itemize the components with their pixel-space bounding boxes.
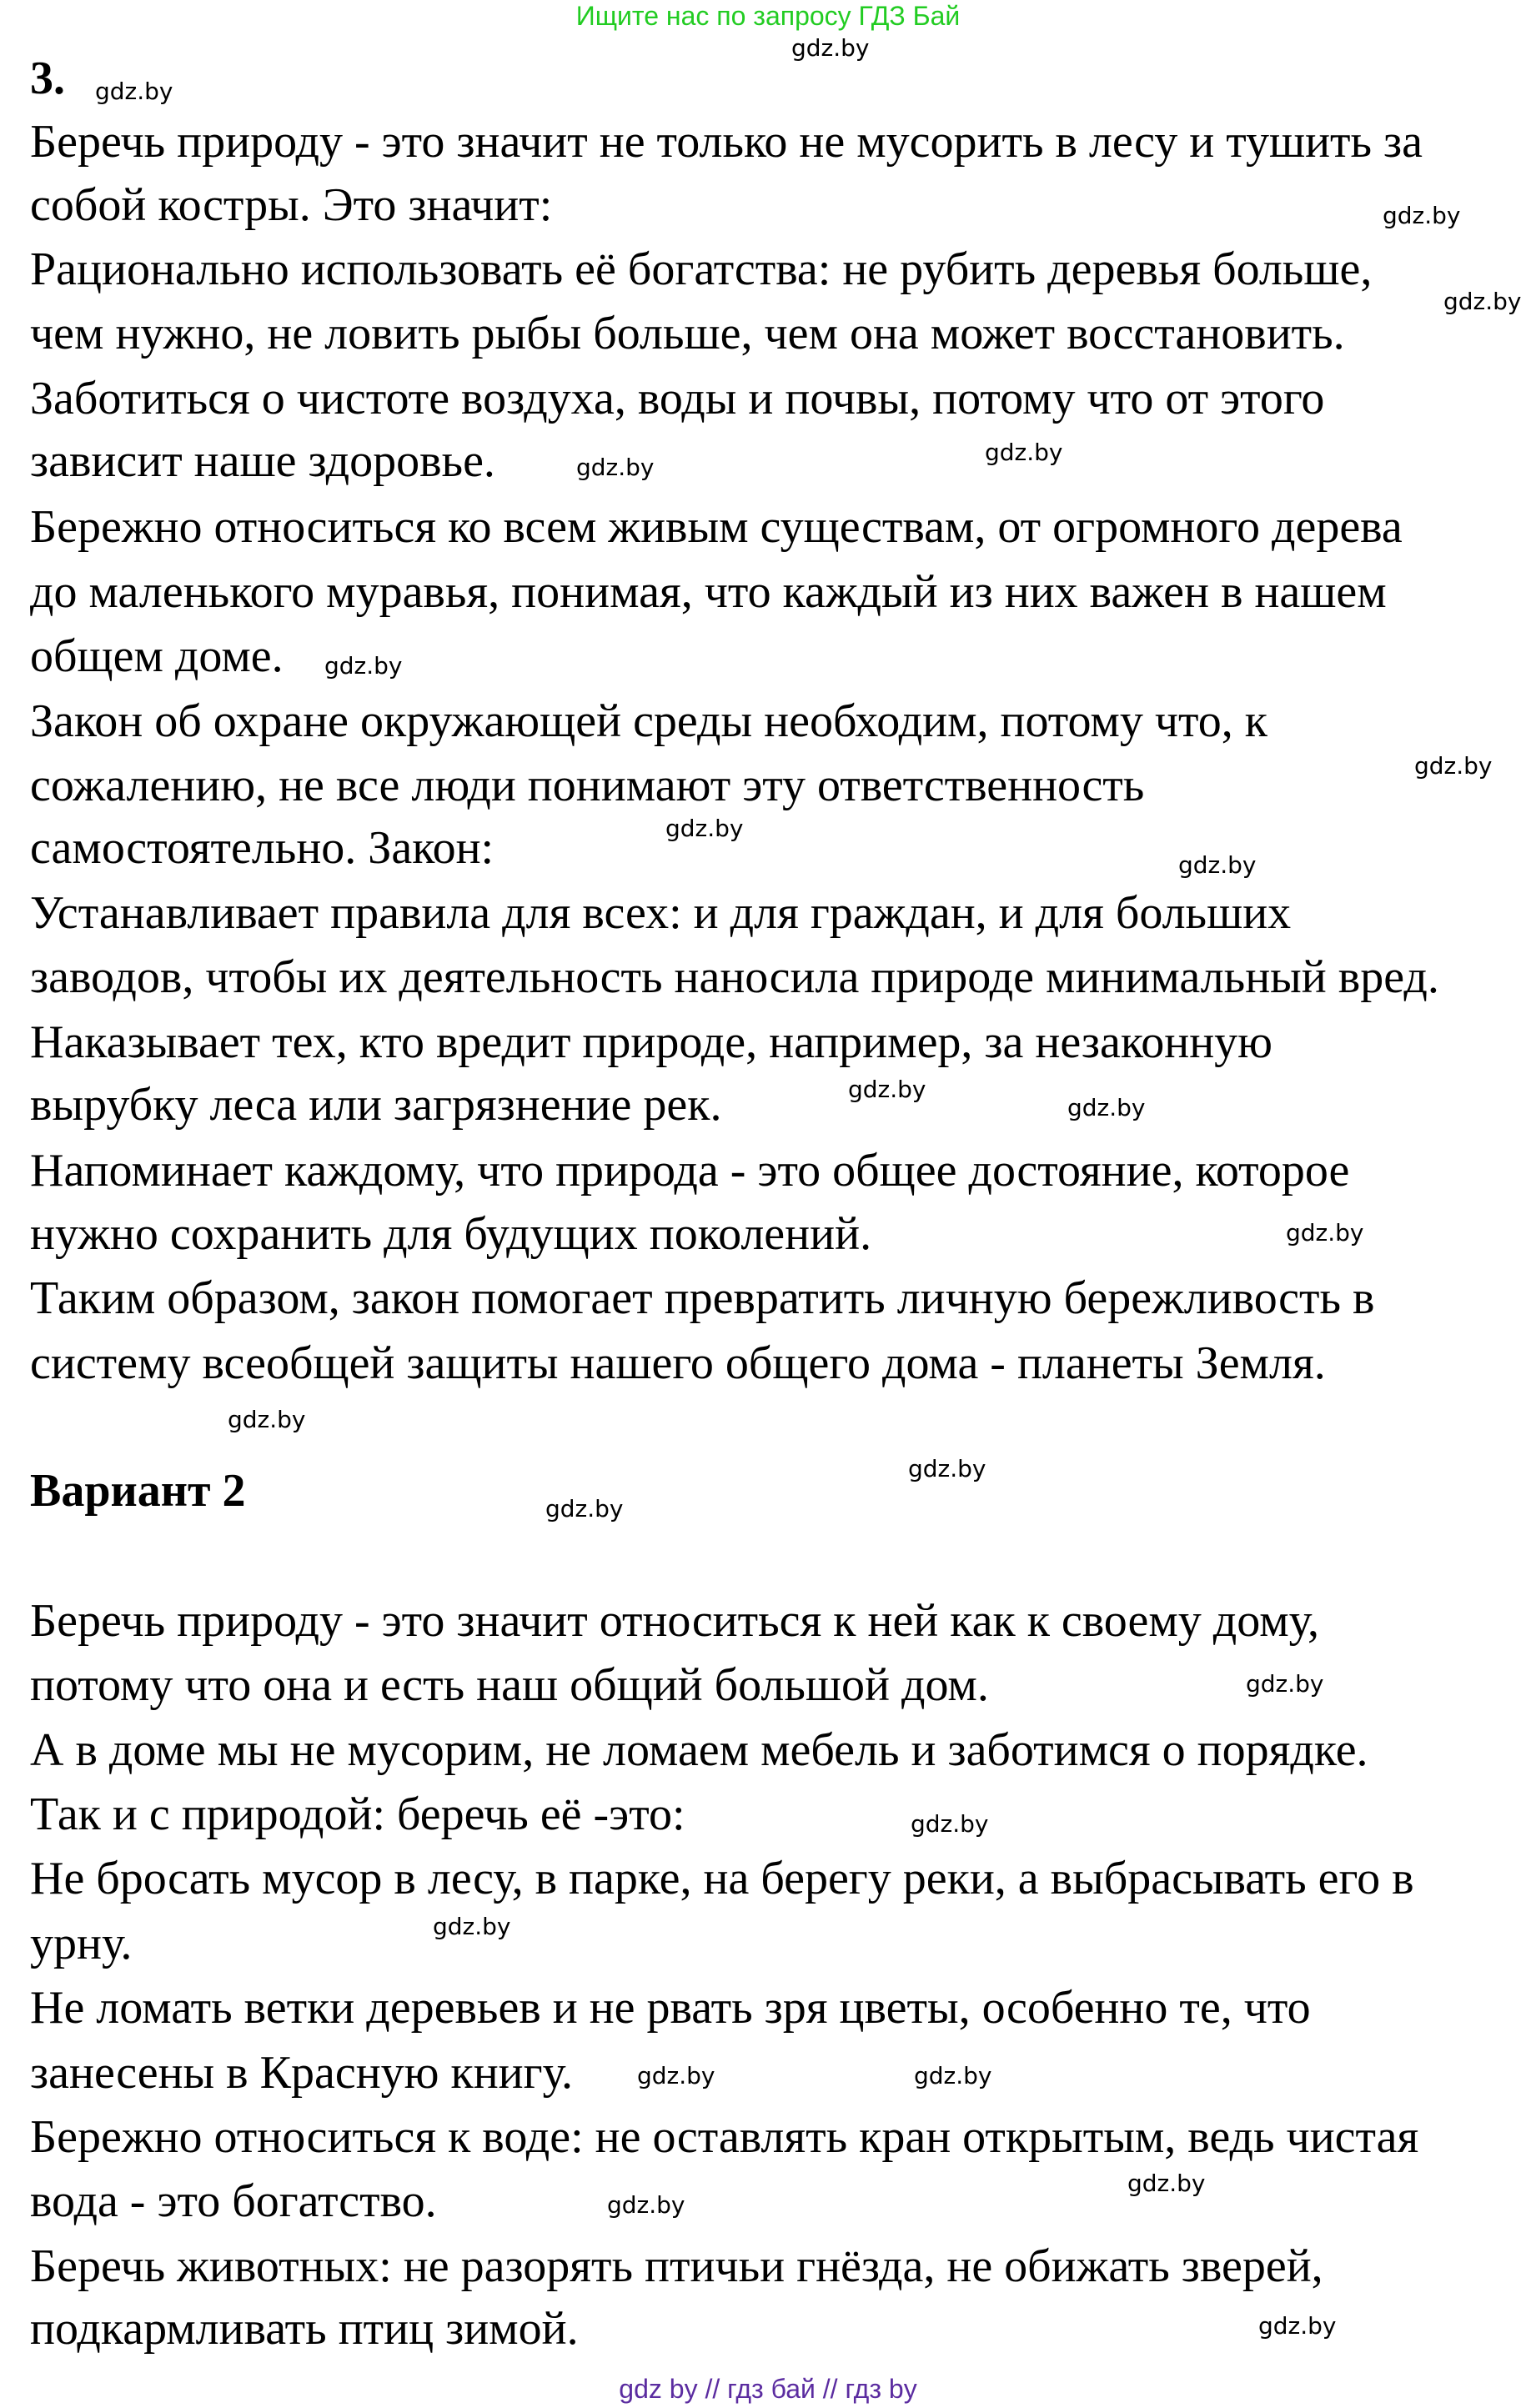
text-line: Заботиться о чистоте воздуха, воды и почвы, потому что от этого — [30, 373, 1325, 424]
watermark: gdz.by — [1127, 2170, 1206, 2197]
variant-heading: Вариант 2 — [30, 1465, 246, 1517]
text-line: Не ломать ветки деревьев и не рвать зря цветы, особенно те, что — [30, 1982, 1311, 2034]
text-line: потому что она и есть наш общий большой дом. — [30, 1659, 989, 1711]
text-line: Таким образом, закон помогает превратить личную бережливость в — [30, 1272, 1375, 1324]
watermark: gdz.by — [637, 2062, 715, 2089]
watermark: gdz.by — [1178, 851, 1257, 879]
footer-banner: gdz by // гдз бай // гдз by — [619, 2374, 917, 2404]
watermark: gdz.by — [324, 652, 403, 680]
watermark: gdz.by — [1286, 1219, 1364, 1247]
watermark: gdz.by — [791, 34, 870, 62]
text-line: Бережно относиться к воде: не оставлять кран открытым, ведь чистая — [30, 2111, 1419, 2163]
text-line: урну. — [30, 1918, 133, 1969]
watermark: gdz.by — [433, 1913, 511, 1940]
text-line: общем доме. — [30, 630, 284, 682]
text-line: Так и с природой: беречь её -это: — [30, 1788, 685, 1840]
text-line: самостоятельно. Закон: — [30, 822, 494, 874]
text-line: А в доме мы не мусорим, не ломаем мебель и заботимся о порядке. — [30, 1724, 1368, 1776]
watermark: gdz.by — [228, 1406, 306, 1433]
text-line: занесены в Красную книгу. — [30, 2047, 573, 2099]
watermark: gdz.by — [1383, 202, 1461, 229]
watermark: gdz.by — [911, 1810, 989, 1838]
text-line: сожалению, не все люди понимают эту ответственность — [30, 760, 1145, 811]
text-line: чем нужно, не ловить рыбы больше, чем она может восстановить. — [30, 308, 1345, 359]
text-line: Бережно относиться ко всем живым существам, от огромного дерева — [30, 501, 1403, 553]
text-line: Закон об охране окружающей среды необходим, потому что, к — [30, 695, 1267, 747]
text-line: зависит наше здоровье. — [30, 435, 495, 487]
watermark: gdz.by — [607, 2191, 685, 2219]
watermark: gdz.by — [848, 1076, 926, 1103]
text-line: до маленького муравья, понимая, что каждый из них важен в нашем — [30, 566, 1387, 618]
text-line: Беречь животных: не разорять птичьи гнёзда, не обижать зверей, — [30, 2240, 1323, 2292]
watermark: gdz.by — [576, 454, 655, 481]
watermark: gdz.by — [1067, 1094, 1146, 1121]
text-line: вырубку леса или загрязнение рек. — [30, 1079, 722, 1131]
text-line: Не бросать мусор в лесу, в парке, на берегу реки, а выбрасывать его в — [30, 1853, 1414, 1904]
watermark: gdz.by — [1258, 2312, 1337, 2340]
text-line: Устанавливает правила для всех: и для граждан, и для больших — [30, 887, 1292, 939]
text-line: вода - это богатство. — [30, 2175, 437, 2227]
text-line: подкармливать птиц зимой. — [30, 2303, 579, 2355]
text-line: Рационально использовать её богатства: не рубить деревья больше, — [30, 243, 1373, 295]
watermark: gdz.by — [1443, 288, 1522, 315]
search-banner: Ищите нас по запросу ГДЗ Бай — [575, 1, 961, 31]
text-line: систему всеобщей защиты нашего общего дома - планеты Земля. — [30, 1337, 1326, 1389]
text-line: Наказывает тех, кто вредит природе, например, за незаконную — [30, 1016, 1273, 1068]
watermark: gdz.by — [985, 439, 1063, 466]
text-line: Напоминает каждому, что природа - это общее достояние, которое — [30, 1145, 1350, 1196]
watermark: gdz.by — [1414, 752, 1493, 780]
watermark: gdz.by — [665, 815, 744, 842]
watermark: gdz.by — [1246, 1670, 1324, 1698]
watermark: gdz.by — [545, 1495, 624, 1523]
text-line: собой костры. Это значит: — [30, 179, 553, 231]
text-line: Беречь природу - это значит не только не мусорить в лесу и тушить за — [30, 116, 1423, 168]
watermark: gdz.by — [95, 78, 173, 105]
watermark: gdz.by — [908, 1455, 986, 1482]
text-line: нужно сохранить для будущих поколений. — [30, 1208, 872, 1260]
task-number: 3. — [30, 53, 65, 104]
text-line: Беречь природу - это значит относиться к ней как к своему дому, — [30, 1595, 1320, 1647]
watermark: gdz.by — [914, 2062, 992, 2089]
text-line: заводов, чтобы их деятельность наносила природе минимальный вред. — [30, 951, 1439, 1003]
